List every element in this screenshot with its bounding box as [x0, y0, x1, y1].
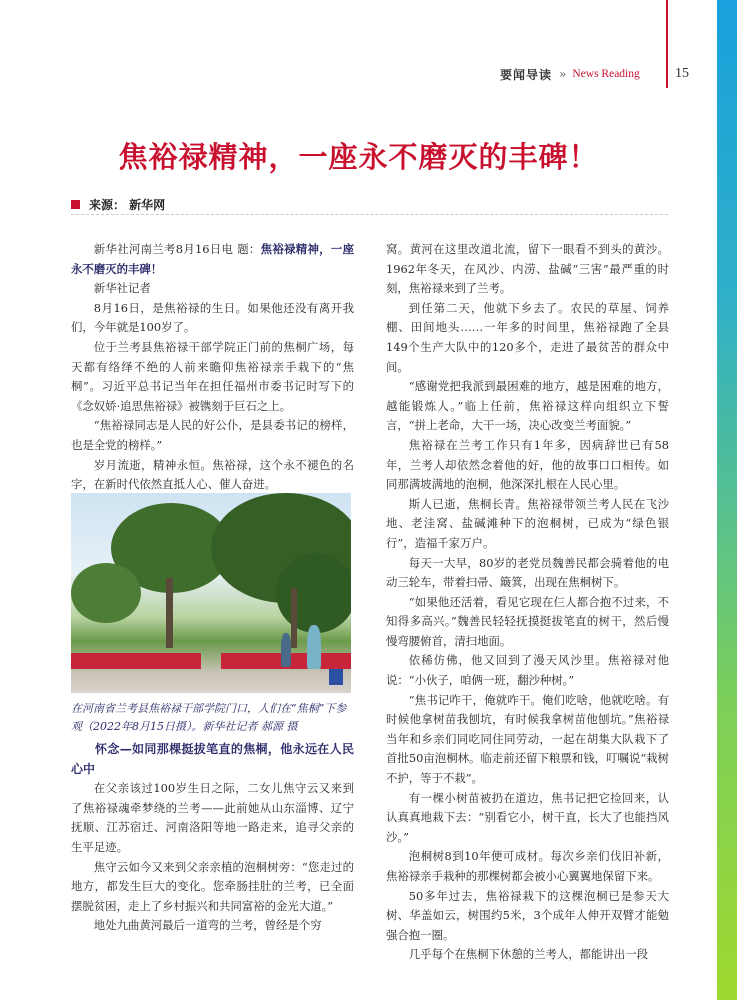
- article-title: 焦裕禄精神，一座永不磨灭的丰碑！: [118, 140, 599, 174]
- left-column-top: [71, 240, 354, 495]
- paragraph: 每天一大早，80岁的老党员魏善民都会骑着他的电动三轮车，带着扫帚、簸箕，出现在焦桐树下。: [386, 555, 669, 590]
- page-number: 15: [675, 66, 689, 81]
- paragraph: 到任第二天，他就下乡去了。农民的草屋、饲养棚、田间地头……一年多的时间里，焦裕禄跑了全县149个生产大队中的120多个，走进了最贫苦的群众中间。: [386, 300, 669, 374]
- lead-paragraph: [71, 240, 354, 279]
- double-chevron-icon: »: [559, 67, 567, 81]
- paragraph: “焦书记咋干，俺就咋干。俺们吃啥，他就吃啥。有时候他拿树苗我刨坑，有时候我拿树苗他刨坑。”焦裕禄当年和乡亲们同吃同住同劳动，一起在胡集大队栽下了首批50亩泡桐林。临走前还留下粮票和钱，叮嘱说“栽树不护，等于不栽”。: [386, 692, 669, 786]
- paragraph-continued: 窝。黄河在这里改道北流，留下一眼看不到头的黄沙。1962年冬天，在风沙、内涝、盐碱“三害”最严重的时刻，焦裕禄来到了兰考。: [386, 242, 669, 296]
- paragraph: 位于兰考县焦裕禄干部学院正门前的焦桐广场，每天都有络绎不绝的人前来瞻仰焦裕禄亲手栽下的“焦桐”。习近平总书记当年在担任福州市委书记时写下的《念奴娇·追思焦裕禄》被镌刻于巨石之上。: [71, 339, 354, 413]
- xinhua-logo: [329, 669, 343, 685]
- red-square-icon: [71, 200, 80, 209]
- paragraph: 依稀仿佛，他又回到了漫天风沙里。焦裕禄对他说：“小伙子，咱俩一班，翻沙种树。”: [386, 653, 669, 688]
- lead-title: 焦裕禄精神，一座永不磨灭的丰碑！: [71, 242, 354, 276]
- paragraph: “感谢党把我派到最困难的地方，越是困难的地方，越能锻炼人。”临上任前，焦裕禄这样向组织立下誓言，“拼上老命，大干一场，决心改变兰考面貌。”: [386, 379, 669, 433]
- paragraph: 新华社记者: [93, 281, 151, 296]
- article-source: [71, 196, 165, 212]
- source-label: 来源： 新华网: [89, 197, 166, 212]
- paragraph: 50多年过去，焦裕禄栽下的这棵泡桐已是参天大树、华盖如云，树围约5米，3个成年人伸开双臂才能勉强合抱一圈。: [386, 888, 669, 942]
- page-header: [500, 64, 700, 84]
- paragraph: “如果他还活着，看见它现在仨人都合抱不过来，不知得多高兴。”魏善民轻轻抚摸挺拔笔直的树干，然后慢慢弯腰俯首，清扫地面。: [386, 594, 669, 648]
- paragraph: 岁月流逝，精神永恒。焦裕禄，这个永不褪色的名字，在新时代依然直抵人心、催人奋进。: [71, 457, 354, 492]
- paragraph: 几乎每个在焦桐下休憩的兰考人，都能讲出一段: [408, 947, 649, 962]
- left-column-bottom: [71, 740, 354, 936]
- right-column: [386, 240, 669, 965]
- decorative-side-bar: [717, 0, 737, 1000]
- article-photo: [71, 493, 351, 693]
- section-title-english: News Reading: [572, 68, 640, 80]
- paragraph: 有一棵小树苗被扔在道边，焦书记把它捡回来，认认真真地栽下去：“别看它小，树干直，长大了也能挡风沙。”: [386, 790, 669, 844]
- dotted-divider: [71, 214, 668, 215]
- paragraph: 泡桐树8到10年便可成材。每次乡亲们伐旧补新，焦裕禄亲手栽种的那棵树都会被小心翼翼地保留下来。: [386, 849, 669, 883]
- dateline: 新华社河南兰考8月16日电 题：: [93, 242, 261, 256]
- paragraph: “焦裕禄同志是人民的好公仆，是县委书记的榜样，也是全党的榜样。”: [71, 418, 354, 452]
- paragraph: 焦裕禄在兰考工作只有1年多，因病辞世已有58年，兰考人却依然念着他的好，他的故事口口相传。如同那满坡满地的泡桐，他深深扎根在人民心里。: [386, 437, 669, 492]
- paragraph: 斯人已逝，焦桐长青。焦裕禄带领兰考人民在飞沙地、老洼窝、盐碱滩种下的泡桐树，已成为“绿色银行”，造福千家万户。: [386, 496, 669, 550]
- section-title: 要闻导读: [500, 67, 553, 82]
- paragraph: 8月16日，是焦裕禄的生日。如果他还没有离开我们，今年就是100岁了。: [71, 300, 354, 335]
- paragraph: 在父亲该过100岁生日之际，二女儿焦守云又来到了焦裕禄魂牵梦绕的兰考——此前她从山东淄博、辽宁抚顺、江苏宿迁、河南洛阳等地一路走来，追寻父亲的生平足迹。: [71, 781, 354, 854]
- paragraph: 焦守云如今又来到父亲亲植的泡桐树旁：“您走过的地方，都发生巨大的变化。您牵肠挂肚的兰考，已全面摆脱贫困，走上了乡村振兴和共同富裕的金光大道。”: [71, 859, 354, 913]
- photo-caption: 在河南省兰考县焦裕禄干部学院门口，人们在“焦桐”下参观（2022年8月15日摄）。新华社记者 郝源 摄: [71, 702, 347, 733]
- paragraph: 地处九曲黄河最后一道弯的兰考，曾经是个穷: [93, 918, 322, 933]
- section-subheading: 怀念—如同那棵挺拔笔直的焦桐，他永远在人民心中: [71, 742, 354, 776]
